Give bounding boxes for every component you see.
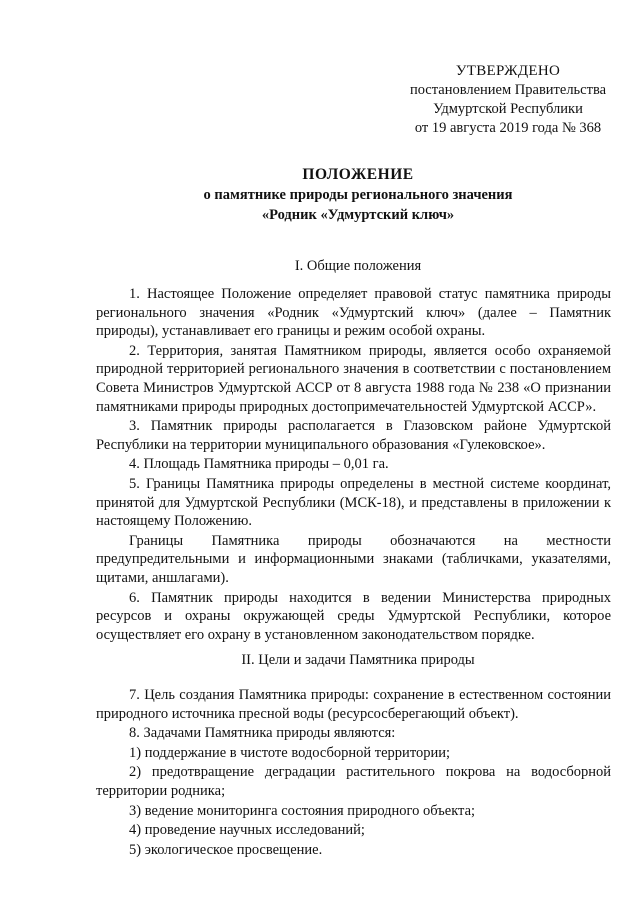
- paragraph: 5. Границы Памятника природы определены в местной системе координат, принятой для Удмуртской Республики (МСК-18), и представлены в приложении к настоящему Положению.: [96, 475, 611, 530]
- approval-heading: УТВЕРЖДЕНО: [455, 63, 561, 79]
- approval-line-date: от 19 августа 2019 года № 368: [414, 120, 602, 136]
- paragraph: 7. Цель создания Памятника природы: сохранение в естественном состоянии природного источника пресной воды (ресурсосберегающий объект).: [96, 687, 611, 722]
- section-heading-goals: II. Цели и задачи Памятника природы: [241, 652, 475, 668]
- paragraph: 2. Территория, занятая Памятником природы, является особо охраняемой природной территорией регионального значения в соответствии с постановлением Совета Министров Удмуртской АССР от 8 августа 1988 года № 238 «О признании памятниками природы природных достопримечательностей Удмуртской АССР».: [96, 342, 611, 415]
- paragraph: 8. Задачами Памятника природы являются:: [129, 725, 396, 742]
- list-item: 3) ведение мониторинга состояния природного объекта;: [129, 802, 476, 819]
- section-body-goals: [96, 686, 611, 859]
- title-main: ПОЛОЖЕНИЕ: [302, 166, 414, 183]
- title-object-name: «Родник «Удмуртский ключ»: [261, 207, 455, 223]
- section-heading-general: I. Общие положения: [294, 258, 422, 274]
- list-item: 2) предотвращение деградации растительного покрова на водосборной территории родника;: [96, 764, 611, 799]
- document-title: [96, 165, 620, 225]
- section-body-general: [96, 285, 611, 644]
- list-item: 4) проведение научных исследований;: [129, 822, 365, 839]
- paragraph: 4. Площадь Памятника природы – 0,01 га.: [129, 456, 389, 473]
- paragraph: 1. Настоящее Положение определяет правовой статус памятника природы регионального значения «Родник «Удмуртский ключ» (далее – Памятник природы), устанавливает его границы и режим особой охраны.: [96, 286, 611, 340]
- paragraph: 3. Памятник природы располагается в Глазовском районе Удмуртской Республики на территории муниципального образования «Гулековское».: [96, 418, 611, 453]
- list-item: 5) экологическое просвещение.: [129, 841, 323, 858]
- paragraph: Границы Памятника природы обозначаются на местности предупредительными и информационными знаками (табличками, указателями, щитами, аншлагами).: [96, 532, 611, 586]
- list-item: 1) поддержание в чистоте водосборной территории;: [129, 744, 451, 761]
- approval-line-republic: Удмуртской Республики: [433, 101, 583, 117]
- approval-stamp: [392, 62, 624, 138]
- approval-line-resolution: постановлением Правительства: [409, 82, 607, 98]
- title-subtitle: о памятнике природы регионального значения: [203, 187, 513, 203]
- paragraph: 6. Памятник природы находится в ведении Министерства природных ресурсов и охраны окружающей среды Удмуртской Республики, которое осуществляет его охрану в установленном законодательством порядке.: [96, 589, 611, 643]
